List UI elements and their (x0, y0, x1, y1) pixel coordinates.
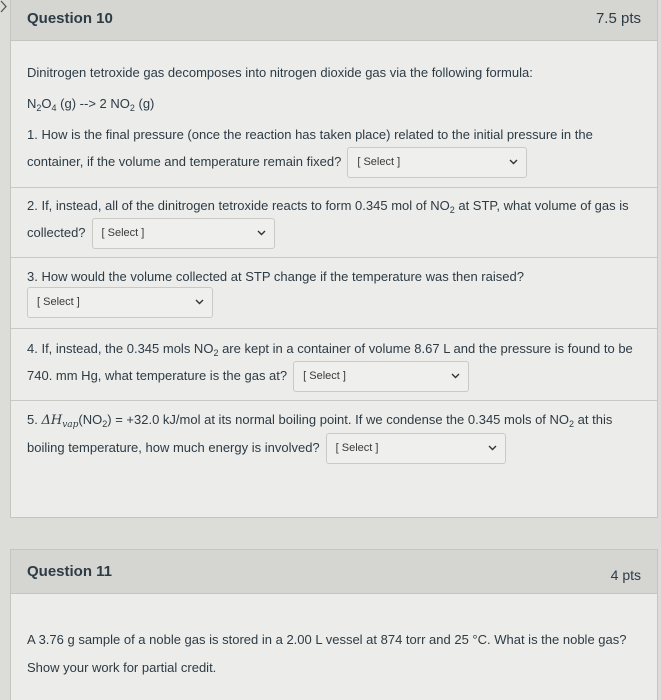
part-5-select[interactable]: [ Select ] (326, 433, 506, 464)
chevron-down-icon (488, 445, 497, 451)
chevron-down-icon (509, 159, 518, 165)
part-2-text-line1: 2. If, instead, all of the dinitrogen tetroxide reacts to form 0.345 mol of $NO_2$ at STP, what volume of gas is (27, 198, 629, 215)
part-4-text-line2: 740. mm Hg, what temperature is the gas at? [ Select ] (27, 360, 469, 392)
question-text-line2: Show your work for partial credit. (27, 660, 217, 675)
part-1-text-line2: container, if the volume and temperature remain fixed? [ Select ] (27, 146, 527, 178)
question-intro: Dinitrogen tetroxide gas decomposes into nitrogen dioxide gas via the following formula: (27, 65, 533, 80)
part-1-text-line1: 1. How is the final pressure (once the reaction has taken place) related to the initial pressure in the (27, 127, 593, 142)
part-4-text-line1: 4. If, instead, the 0.345 mols $NO_2$ are kept in a container of volume 8.67 L and the pressure is found to be (27, 341, 633, 358)
question-title: Question 10 (27, 10, 113, 27)
part-2-select[interactable]: [ Select ] (92, 218, 275, 249)
reaction-equation: $N_2O_4$ (g) --> 2 $NO_2$ (g) (27, 96, 155, 113)
question-11-header (11, 550, 657, 594)
chevron-down-icon (195, 299, 204, 305)
divider (11, 400, 657, 401)
question-text-line1: A 3.76 g sample of a noble gas is stored in a 2.00 L vessel at 874 torr and 25 °C. What is the noble gas? (27, 632, 627, 647)
question-points: 7.5 pts (595, 10, 641, 27)
part-3-select-row (21, 286, 213, 318)
part-2-text-line2: collected? [ Select ] (27, 217, 275, 249)
divider (11, 257, 657, 258)
question-10-card (10, 0, 658, 518)
divider (11, 187, 657, 188)
part-3-select[interactable]: [ Select ] (27, 287, 213, 318)
question-points: 4 pts (610, 567, 641, 583)
part-1-select[interactable]: [ Select ] (347, 147, 527, 178)
caret-right-icon (0, 0, 8, 13)
part-4-select[interactable]: [ Select ] (293, 361, 469, 392)
divider (11, 328, 657, 329)
chevron-down-icon (257, 230, 266, 236)
part-5-text-line1: 5. $\Delta H_{vap}(NO_2) = +32.0$ kJ/mol at its normal boiling point. If we condense the 0.345 mols of $NO_2$ at this (27, 412, 613, 430)
part-5-text-line2: boiling temperature, how much energy is involved? [ Select ] (27, 432, 506, 464)
question-11-card (10, 549, 658, 700)
question-10-header (11, 0, 657, 41)
delta-h-symbol: $\Delta H_{vap}$ (41, 413, 79, 430)
question-title: Question 11 (27, 563, 113, 580)
part-3-text: 3. How would the volume collected at STP change if the temperature was then raised? (27, 269, 524, 284)
chevron-down-icon (451, 373, 460, 379)
